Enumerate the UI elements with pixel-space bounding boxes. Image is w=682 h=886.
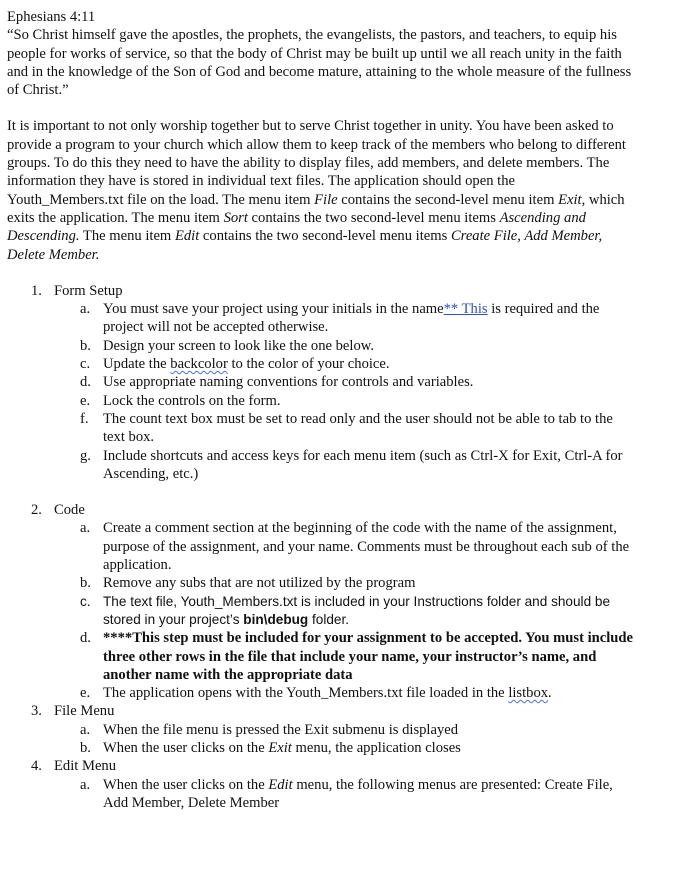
- item-text: The application opens with the Youth_Members.txt file loaded in the: [103, 685, 509, 702]
- section-edit-menu: [7, 757, 633, 812]
- item-text-spellcheck: backcolor: [170, 356, 228, 373]
- item-text: Create a comment section at the beginning of the code with the name of the assignment, purpose of the assignment, and your name. Comments must be throughout each sub of the application.: [103, 520, 630, 574]
- item-text: You must save your project using your initials in the name: [103, 301, 444, 318]
- item-text: When the file menu is pressed the Exit submenu is displayed: [103, 721, 459, 738]
- section-title: [7, 702, 633, 720]
- item-letter: d.: [80, 630, 91, 647]
- intro-paragraph: [7, 117, 633, 263]
- item-letter: g.: [80, 447, 91, 464]
- section-number: 3.: [31, 703, 42, 720]
- item-text: folder.: [308, 611, 350, 627]
- section-number: 1.: [31, 282, 42, 299]
- item-text: Lock the controls on the form.: [103, 392, 281, 409]
- list-item: [7, 337, 633, 355]
- item-text: menu, the application closes: [291, 739, 461, 756]
- document-page: [7, 8, 633, 812]
- item-text: Design your screen to look like the one below.: [103, 337, 374, 354]
- item-text-bold: ****This step must be included for your assignment to be accepted. You must include three other rows in the file that include your name, your instructor’s name, and another name with the appropriate data: [103, 630, 634, 683]
- list-item: [7, 776, 633, 813]
- item-letter: e.: [80, 685, 91, 702]
- item-text: Remove any subs that are not utilized by the program: [103, 575, 416, 592]
- list-item: [7, 739, 633, 757]
- list-item: [7, 300, 633, 337]
- section-title: [7, 501, 633, 519]
- item-text: .: [548, 685, 552, 702]
- item-text: to the color of your choice.: [227, 356, 390, 373]
- intro-edit-items: Create File, Add Member, Delete Member.: [7, 228, 603, 263]
- list-item: [7, 721, 633, 739]
- intro-exit-menu: Exit,: [558, 191, 586, 208]
- item-letter: b.: [80, 337, 91, 354]
- item-text: menu, the following menus are presented: Create File, Add Member, Delete Member: [103, 776, 613, 811]
- list-item: [7, 373, 633, 391]
- intro-text: which exits the application. The menu item: [7, 191, 625, 226]
- item-letter: b.: [80, 739, 91, 756]
- item-text: Use appropriate naming conventions for controls and variables.: [103, 374, 474, 391]
- item-text-italic: Edit: [268, 776, 293, 793]
- intro-sort-menu: Sort: [223, 209, 248, 226]
- item-letter: c.: [80, 593, 91, 609]
- list-item: [7, 447, 633, 484]
- item-text: The text file, Youth_Members.txt is included in your Instructions folder and should be stored in your project’s: [103, 593, 611, 627]
- section-number: 2.: [31, 502, 42, 519]
- item-letter: e.: [80, 392, 91, 409]
- intro-edit-menu: Edit: [174, 228, 200, 245]
- item-letter: a.: [80, 520, 91, 537]
- list-item: [7, 574, 633, 592]
- item-letter: b.: [80, 575, 91, 592]
- intro-text: contains the second-level menu item: [337, 191, 559, 208]
- section-file-menu: [7, 702, 633, 757]
- section-code: [7, 501, 633, 702]
- item-text-underlined: This: [458, 301, 488, 318]
- item-text-spellcheck: listbox: [508, 685, 549, 702]
- list-item: [7, 519, 633, 574]
- list-item: [7, 355, 633, 373]
- intro-text: contains the two second-level menu items: [199, 228, 451, 245]
- intro-text: contains the two second-level menu items: [247, 209, 500, 226]
- item-text-italic: Exit: [268, 739, 292, 756]
- item-text-stars: **: [443, 301, 459, 318]
- intro-file-menu: File: [314, 191, 338, 208]
- list-item: [7, 629, 633, 684]
- intro-sort-items: Ascending and Descending.: [7, 209, 586, 245]
- item-text: When the user clicks on the: [103, 776, 269, 793]
- list-item: [7, 410, 633, 447]
- item-text: Include shortcuts and access keys for each menu item (such as Ctrl-X for Exit, Ctrl-A for Ascending, etc.): [103, 447, 623, 482]
- list-item: [7, 392, 633, 410]
- section-title-text: File Menu: [54, 703, 115, 720]
- list-item: [7, 684, 633, 702]
- section-title-text: Form Setup: [54, 282, 123, 299]
- section-title-text: Edit Menu: [54, 758, 117, 775]
- item-letter: a.: [80, 301, 91, 318]
- list-item: [7, 593, 633, 630]
- item-letter: a.: [80, 776, 91, 793]
- intro-text: It is important to not only worship together but to serve Christ together in unity. You have been asked to provide a program to your church which allow them to keep track of the members who belong to different groups. To do this they need to have the ability to display files, add members, and delete members. The information they have is stored in individual text files. The application should open the Youth_Members.txt file on the load. The menu item: [7, 118, 626, 208]
- item-text-bold: bin\debug: [243, 611, 309, 627]
- item-text: When the user clicks on the: [103, 739, 269, 756]
- section-form-setup: [7, 282, 633, 483]
- item-letter: c.: [80, 356, 91, 373]
- section-title-text: Code: [54, 502, 85, 519]
- section-title: [7, 757, 633, 775]
- item-text: The count text box must be set to read only and the user should not be able to tab to the text box.: [103, 410, 613, 446]
- verse-reference: Ephesians 4:11: [7, 9, 96, 25]
- section-number: 4.: [31, 758, 42, 775]
- item-letter: a.: [80, 721, 91, 738]
- verse-quote: “So Christ himself gave the apostles, the prophets, the evangelists, the pastors, and teachers, to equip his people for works of service, so that the body of Christ may be built up until we all reach unity in the faith and in the knowledge of the Son of God and become mature, attaining to the whole measure of the fullness of Christ.”: [7, 27, 632, 99]
- intro-text: The menu item: [79, 228, 175, 245]
- item-letter: f.: [80, 410, 89, 427]
- item-letter: d.: [80, 374, 91, 391]
- item-text: is required and the project will not be accepted otherwise.: [103, 301, 600, 336]
- section-title: [7, 282, 633, 300]
- item-text: Update the: [103, 356, 171, 373]
